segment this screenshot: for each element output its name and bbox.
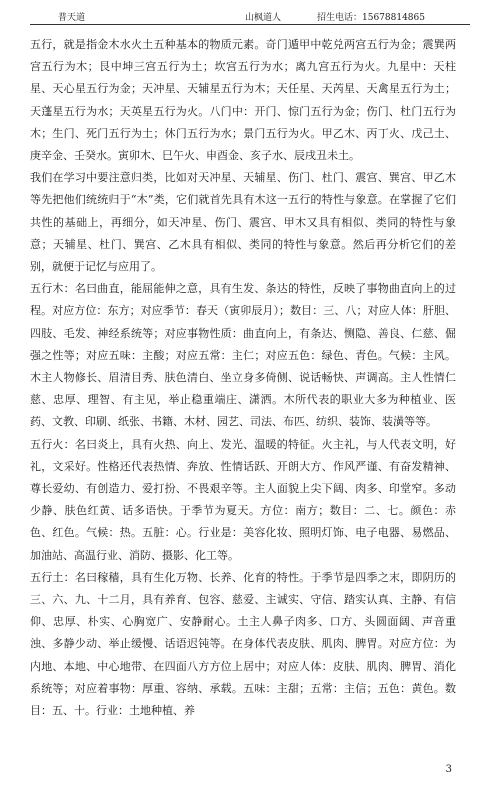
paragraph-fire: 五行火：名曰炎上，具有火热、向上、发光、温暖的特征。火主礼，与人代表文明，好礼，文采好。性格还代表热情、奔放、性情话跃、开朗大方、作风严谨、有奋发精神、尊长爱幼、有创造力、爱打扮、不畏艰辛等。主人面貌上尖下阔、肉多、印堂窄。多动少静、肤色红黄、话多语快。于季节为夏天。方位：南方；数目：二、七。颜色：赤色、红色。气候：热。五脏：心。行业是：美容化妆、照明灯饰、电子电器、易燃品、加油站、高温行业、消防、摄影、化工等。 [30,437,456,562]
header-left-text: 普天道 [58,13,86,23]
document-body [30,34,456,722]
header-phone: 招生电话：15678814865 [317,13,425,23]
paragraph-classification: 我们在学习中要注意归类，比如对天冲星、天辅星、伤门、杜门、震宫、巽宫、甲乙木等先把他们统统归于“木”类，它们就首先具有木这一五行的特性与象意。在掌握了它们共性的基础上，再细分，如天冲星、伤门、震宫、甲木又具有相似、类同的特性与象意；天辅星、杜门、巽宫、乙木具有相似、类同的特性与象意。然后再分析它们的差别，就便于记忆与应用了。 [30,171,456,274]
paragraph-wuxing-intro: 五行，就是指金木水火土五种基本的物质元素。奇门遁甲中乾兑两宫五行为金；震巽两宫五行为木；艮中坤三宫五行为土；坎宫五行为水；离九宫五行为火。九星中：天柱星、天心星五行为金；天冲星、天辅星五行为木；天任星、天芮星、天禽星五行为土；天蓬星五行为水；天英星五行为火。八门中：开门、惊门五行为金；伤门、杜门五行为木；生门、死门五行为土；休门五行为水；景门五行为火。甲乙木、丙丁火、戊己土、庚辛金、壬癸水。寅卯木、巳午火、申酉金、亥子水、辰戌丑未土。 [30,38,456,163]
paragraph-earth: 五行土：名曰稼穑，具有生化万物、长养、化育的特性。于季节是四季之末，即阴历的三、六、九、十二月，具有养育、包容、慈爱、主诚实、守信、踏实认真、主静、有信仰、忠厚、朴实、心胸宽广、安静耐心。土主人鼻子肉多、口方、头圆面阔、声音重浊、多静少动、举止缓慢、话语迟钝等。在身体代表皮肤、肌肉、脾胃。对应方位：为内地、本地、中心地带、在四面八方方位上居中；对应人体：皮肤、肌肉、脾胃、消化系统等；对应着事物：厚重、容纳、承载。五味：主甜；五常：主信；五色：黄色。数目：五、十。行业：土地种植、养 [30,570,456,718]
page-header [30,8,470,25]
page-number: 3 [445,764,452,775]
paragraph-wood: 五行木：名曰曲直，能屈能伸之意，具有生发、条达的特性，反映了事物曲直向上的过程。对应方位：东方；对应季节：春天（寅卯辰月）；数目：三、八；对应人体：肝胆、四肢、毛发、神经系统等；对应事物性质：曲直向上，有条达、恻隐、善良、仁慈、倔强之性等；对应五味：主酸；对应五常：主仁；对应五色：绿色、青色。气候：主风。木主人物修长、眉清目秀、肤色清白、坐立身多倚侧、说话畅快、声调高。主人性情仁慈、忠厚、理智、有主见，举止稳重端庄、潇洒。木所代表的职业大多为种植业、医药、文教、印刷、纸张、书籍、木材、园艺、司法、布匹、纺织、装饰、装潢等等。 [30,282,456,429]
header-author: 山枫道人 [245,13,282,23]
